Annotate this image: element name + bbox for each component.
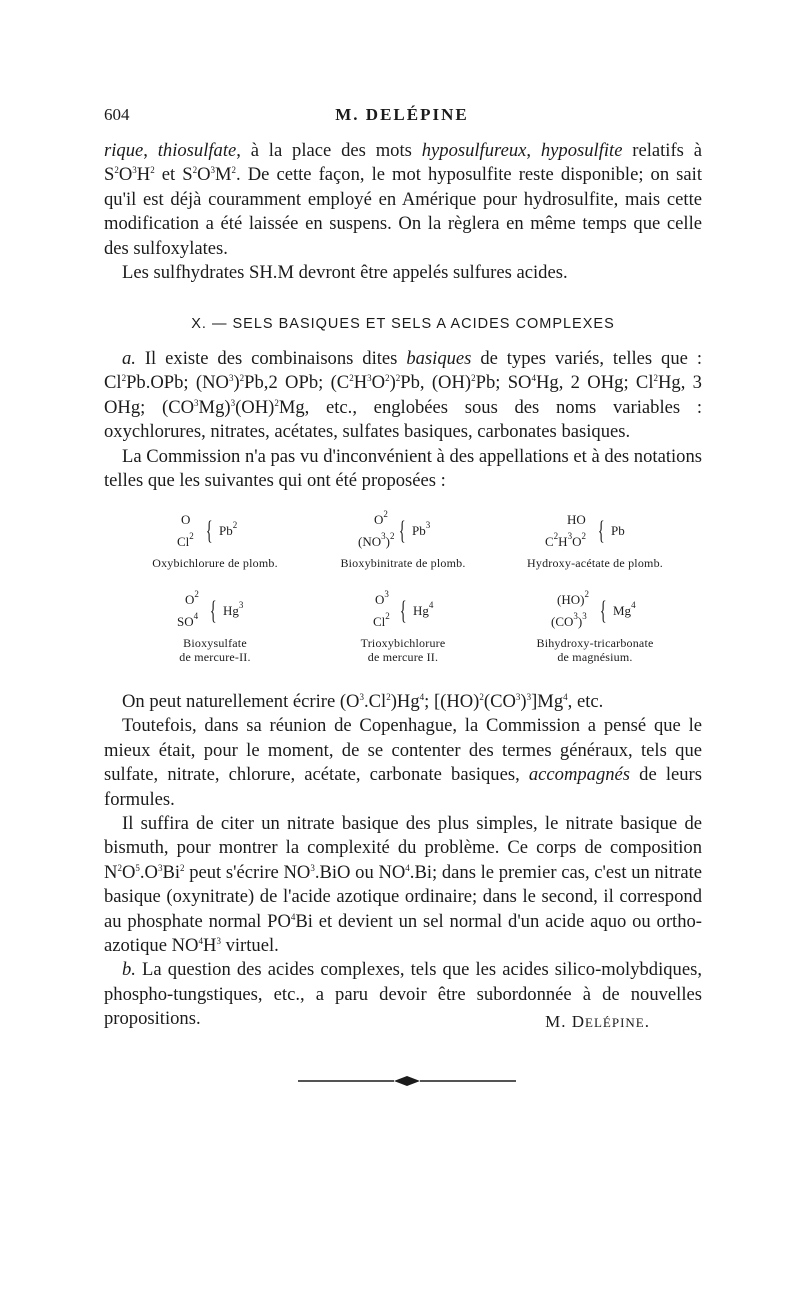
formula-caption: de mercure-II.: [179, 650, 251, 664]
text-run: )Hg: [390, 691, 420, 712]
superscript: 2: [479, 692, 484, 702]
brace-icon: {: [209, 596, 217, 625]
superscript: 3: [573, 611, 578, 621]
italic-term: accompagnés: [528, 764, 631, 786]
signature: [545, 1012, 650, 1032]
text-run: (CO: [483, 691, 516, 712]
formula-bottom: [358, 531, 395, 550]
text-run: ]Mg: [531, 691, 564, 712]
text-run: . De cette façon, le mot hyposulfite reste disponible; on sait qu'il est déjà couramment employé en Amérique pour hydrosulfite, mais cette modification a été laissée en suspens. On la règlera en même temps que celle des sulfoxylates.: [104, 164, 702, 259]
text-run: Bi et devient un sel normal d'un acide aquo ou ortho-azotique NO: [104, 910, 702, 957]
formula-caption: Oxybichlorure de plomb.: [152, 556, 278, 570]
superscript: 3: [238, 600, 244, 610]
superscript: 2: [180, 862, 185, 873]
superscript: 4: [531, 373, 536, 384]
formula-bottom: [373, 611, 390, 630]
paragraph-sulfhydrates: Les sulfhydrates SH.M devront être appelés sulfures acides.: [122, 262, 568, 284]
italic-term: basiques: [406, 348, 472, 369]
superscript: 2: [121, 373, 127, 384]
text-run: ,: [143, 140, 158, 161]
superscript: 2: [389, 531, 395, 541]
superscript: 2: [239, 373, 245, 384]
text-run: O: [374, 512, 384, 527]
text-run: (HO): [557, 592, 585, 607]
superscript: 3: [384, 589, 389, 599]
superscript: 2: [653, 373, 658, 384]
superscript: 3: [210, 165, 215, 176]
text-run: Cl: [177, 534, 190, 549]
formula-top: [185, 589, 199, 608]
superscript: 3: [381, 531, 386, 541]
page-header: [104, 105, 700, 129]
superscript: 2: [553, 531, 559, 541]
text-run: ; [(HO): [424, 691, 480, 712]
brace-icon: {: [599, 596, 607, 625]
brace-icon: {: [597, 516, 605, 545]
brace-icon: {: [398, 516, 406, 545]
formula-bottom: [545, 531, 586, 550]
text-run: ): [233, 372, 240, 394]
running-head: M. DELÉPINE: [335, 105, 469, 124]
formula-caption: de magnésium.: [557, 650, 633, 664]
text-run: La question des acides complexes, tels que les acides silico-molybdiques, phospho-tungstiques, etc., a paru devoir être subordonnée à de nouvelles propositions.: [104, 959, 702, 1030]
formula-bottom: [177, 611, 199, 630]
text-run: Bi: [162, 861, 181, 883]
formula-box: [545, 512, 645, 556]
text-run: Pb, (OH): [400, 372, 472, 394]
text-run: de leurs formules.: [104, 764, 702, 810]
text-run: H: [136, 164, 151, 186]
formula-bottom: [177, 531, 194, 550]
text-run: , etc.: [567, 691, 604, 712]
superscript: 4: [563, 692, 568, 702]
superscript: 3: [526, 692, 532, 702]
superscript: 2: [194, 589, 199, 599]
superscript: 2: [383, 509, 388, 519]
text-run: .O: [139, 861, 158, 883]
text-run: (OH): [235, 396, 275, 418]
superscript: 3: [310, 862, 315, 873]
text-run: Pb.OPb; (NO: [126, 372, 229, 394]
paragraph-a: [104, 347, 702, 445]
text-run: , à la place des mots: [236, 140, 422, 161]
text-run: Pb: [412, 523, 426, 538]
superscript: 3: [425, 520, 431, 530]
ornament-divider-icon: [298, 1074, 516, 1088]
text-run: O: [572, 534, 582, 549]
formula-oxybichlorure: [120, 512, 310, 570]
superscript: 2: [192, 165, 198, 176]
formula-bioxysulfate: [120, 589, 310, 664]
italic-term: rique: [104, 140, 144, 161]
text-run: Mg: [613, 603, 632, 618]
formula-caption: de mercure II.: [367, 650, 439, 664]
paragraph-notation: [104, 690, 702, 714]
text-run: Hg, 3 OHg; (CO: [104, 372, 702, 418]
superscript: 2: [117, 862, 122, 873]
superscript: 2: [150, 165, 155, 176]
text-run: H: [203, 935, 217, 957]
text-run: M. D: [545, 1012, 586, 1031]
formula-caption: Bioxysulfate: [183, 636, 247, 650]
superscript: 3: [359, 692, 364, 702]
superscript: 3: [228, 373, 234, 384]
formula-box: [545, 589, 645, 636]
superscript: 3: [367, 373, 372, 384]
paragraph-continuation: [104, 139, 702, 261]
formula-metal: [219, 520, 238, 539]
formula-table: [120, 509, 690, 674]
page-number: 604: [104, 105, 130, 124]
superscript: 3: [567, 531, 573, 541]
formula-caption: Bihydroxy-tricarbonate: [536, 636, 654, 650]
section-title: X. — SELS BASIQUES ET SELS A ACIDES COMPLEXES: [191, 316, 615, 332]
superscript: 2: [471, 373, 476, 384]
superscript: 3: [194, 397, 199, 408]
superscript: 2: [581, 531, 586, 541]
italic-term: hyposulfite: [540, 140, 623, 161]
text-run: Hg: [223, 603, 239, 618]
superscript: 3: [157, 862, 163, 873]
formula-box: [175, 512, 255, 556]
paragraph-a-block: [104, 347, 702, 493]
superscript: 2: [385, 373, 390, 384]
paragraph-b-block: [104, 690, 702, 1032]
text-run: O: [118, 164, 133, 186]
superscript: 3: [515, 692, 521, 702]
paragraph-commission: La Commission n'a pas vu d'inconvénient à des appellations et à des notations telles que les suivantes qui ont été proposées :: [104, 445, 702, 492]
text-run: Pb,2 OPb; (C: [244, 372, 350, 394]
superscript: 4: [428, 600, 434, 610]
text-run: (CO: [551, 614, 574, 629]
superscript: 2: [232, 520, 238, 530]
text-run: SO: [177, 614, 194, 629]
text-run: O: [371, 372, 386, 394]
superscript: 4: [290, 911, 296, 922]
paragraph-copenhague: [104, 714, 702, 812]
paragraph-bismuth: [104, 812, 702, 958]
superscript: 2: [385, 611, 390, 621]
formula-trioxybichlorure: [308, 589, 498, 664]
text-run: relatifs: [622, 140, 684, 161]
text-run: O: [375, 592, 385, 607]
text-run: H: [558, 534, 568, 549]
formula-box: [175, 589, 255, 636]
text-run: ): [520, 691, 527, 712]
superscript: 2: [114, 165, 119, 176]
superscript: 2: [349, 373, 354, 384]
formula-top: [375, 589, 389, 608]
text-run: Hg: [413, 603, 429, 618]
text-run: Il existe des combinaisons dites: [135, 348, 407, 369]
text-run: à S: [104, 140, 702, 186]
superscript: 4: [193, 611, 199, 621]
text-run: .Bi; dans le premier cas, c'est un nitrate basique (oxynitrate) de l'acide azotique ordinaire; dans le second, il correspond au phosphate normal PO: [104, 861, 702, 932]
text-run: M: [215, 164, 232, 186]
superscript: 3: [132, 165, 137, 176]
italic-term: hyposulfureux: [421, 140, 527, 161]
formula-metal: [412, 520, 431, 539]
formula-top: O: [181, 512, 191, 527]
formula-bottom: [551, 611, 587, 630]
superscript: 2: [274, 397, 279, 408]
superscript: 3: [216, 936, 221, 947]
formula-caption: Hydroxy-acétate de plomb.: [527, 556, 663, 570]
text-run: .: [644, 1012, 650, 1031]
superscript: 5: [135, 862, 140, 873]
formula-hydroxyacetate: [500, 512, 690, 570]
superscript: 4: [419, 692, 425, 702]
text-run: Cl: [373, 614, 386, 629]
text-run: O: [197, 164, 211, 186]
brace-icon: {: [205, 516, 213, 545]
formula-bioxybinitrate: [308, 509, 498, 570]
text-run: On peut naturellement écrire (O: [122, 691, 360, 712]
superscript: 2: [386, 692, 391, 702]
text-run: ): [389, 372, 396, 394]
text-run: Mg, etc., englobées sous des noms variables : oxychlorures, nitrates, acétates, sulfates basiques, carbonates basiques.: [104, 396, 702, 443]
text-run: H: [353, 372, 368, 394]
formula-caption: Bioxybinitrate de plomb.: [340, 556, 466, 570]
superscript: 3: [582, 611, 587, 621]
text-run: ,: [526, 140, 541, 161]
formula-bihydroxytricarbonate: [500, 589, 690, 664]
formula-metal: [613, 600, 636, 619]
text-run: Pb: [219, 523, 233, 538]
formula-top: [557, 589, 589, 608]
superscript: 2: [395, 373, 401, 384]
formula-top: HO: [567, 512, 586, 527]
superscript: 2: [189, 531, 194, 541]
formula-box: [363, 589, 443, 636]
formula-metal: [223, 600, 244, 619]
text-run: C: [545, 534, 554, 549]
formula-top: [374, 509, 388, 528]
text-run: de types variés, telles que : Cl: [104, 348, 702, 394]
text-run: ): [385, 534, 390, 549]
item-mark: b.: [122, 959, 136, 981]
text-run: ELÉPINE: [585, 1015, 645, 1030]
text-run: Hg, 2 OHg; Cl: [536, 372, 654, 394]
text-run: virtuel.: [220, 935, 279, 957]
text-run: O: [121, 861, 136, 883]
italic-term: thiosulfate: [157, 140, 237, 161]
superscript: 4: [631, 600, 636, 610]
formula-metal: Pb: [611, 523, 625, 538]
formula-box: [358, 509, 448, 556]
formula-metal: [413, 600, 434, 619]
text-run: .BiO ou NO: [314, 861, 406, 883]
text-run: (NO: [358, 534, 382, 549]
superscript: 4: [405, 862, 410, 873]
text-run: Pb; SO: [475, 372, 532, 394]
text-run: Il suffira de citer un nitrate basique des plus simples, le nitrate basique de bismuth, pour montrer la complexité du problème. Ce corps de composition N: [104, 813, 702, 883]
superscript: 3: [230, 397, 236, 408]
brace-icon: {: [399, 596, 407, 625]
text-run: et S: [154, 164, 193, 186]
text-run: Toutefois, dans sa réunion de Copenhague, la Commission a pensé que le mieux était, pour le moment, de se contenter des termes généraux, tels que sulfate, nitrate, chlorure, acétate, carbonate basiques,: [104, 715, 702, 786]
text-run: peut s'écrire NO: [184, 861, 311, 883]
text-run: Mg): [198, 396, 231, 418]
text-run: ): [577, 614, 583, 629]
item-mark: a.: [122, 348, 136, 369]
superscript: 4: [198, 936, 203, 947]
opening-paragraph: [104, 139, 702, 285]
superscript: 2: [584, 589, 589, 599]
formula-caption: Trioxybichlorure: [360, 636, 446, 650]
text-run: .Cl: [363, 691, 387, 712]
superscript: 2: [231, 165, 237, 176]
text-run: O: [185, 592, 195, 607]
